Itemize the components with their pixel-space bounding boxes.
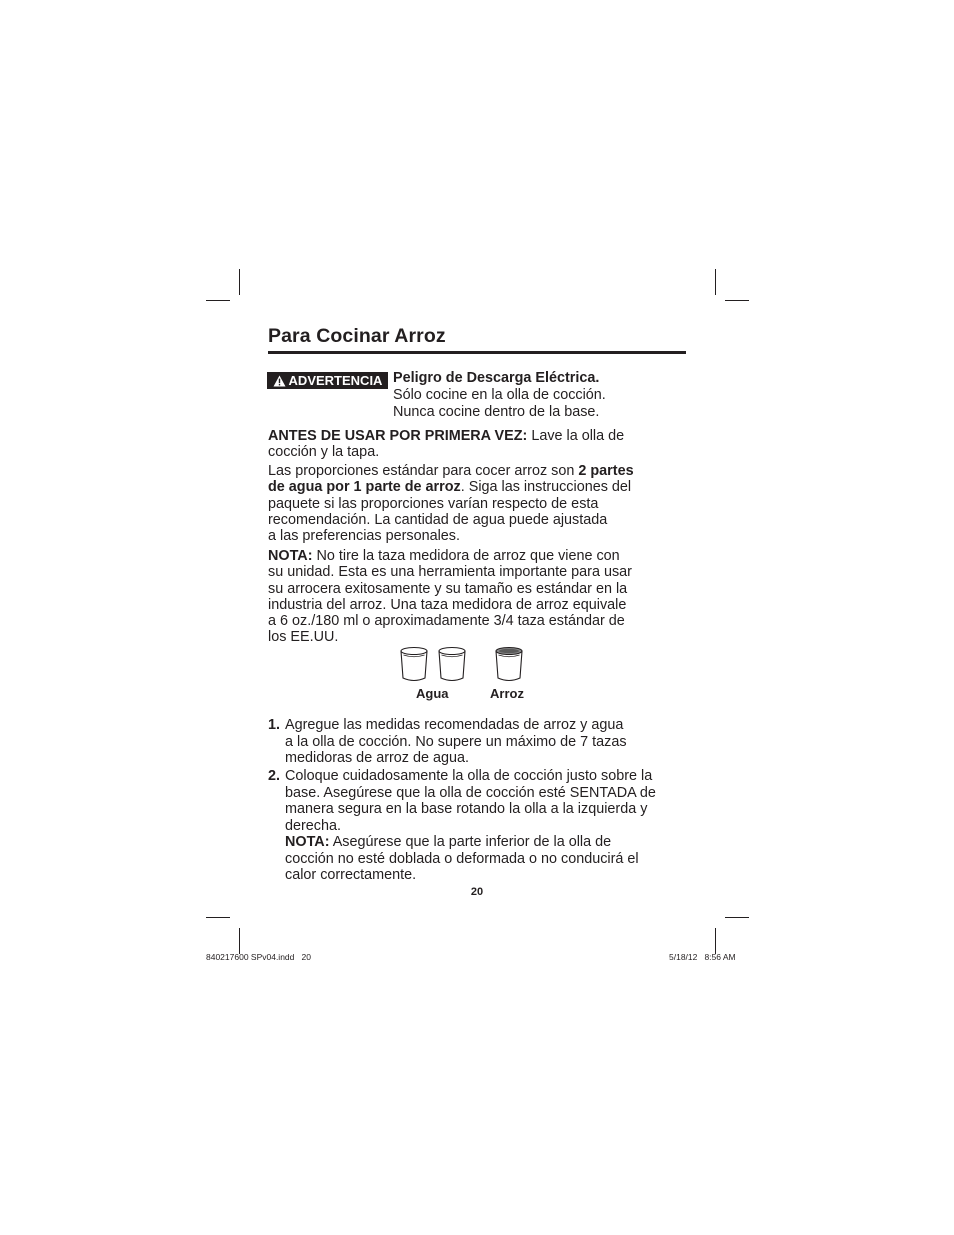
warning-badge-label: ADVERTENCIA: [288, 373, 383, 388]
first-use-label: ANTES DE USAR POR PRIMERA VEZ:: [268, 428, 528, 444]
step-note-text: calor correctamente.: [285, 867, 417, 883]
crop-mark: [715, 269, 716, 295]
proportions-text: . Siga las instrucciones del: [460, 479, 632, 496]
proportions-text: Las proporciones estándar para cocer arroz son: [268, 463, 579, 479]
warning-text: [393, 370, 606, 421]
step-text: Agregue las medidas recomendadas de arroz y agua: [285, 717, 624, 733]
measuring-cup-water-icon: [401, 648, 427, 681]
first-use-paragraph: [268, 428, 688, 461]
measuring-cup-water-icon: [439, 648, 465, 681]
proportions-emphasis: 2 partes: [578, 463, 634, 479]
warning-line: Nunca cocine dentro de la base.: [393, 404, 600, 420]
measuring-cup-rice-icon: [496, 648, 522, 681]
water-label: Agua: [416, 686, 449, 701]
warning-heading: Peligro de Descarga Eléctrica.: [393, 370, 600, 386]
proportions-text: recomendación. La cantidad de agua puede ajustada: [268, 511, 608, 528]
note-text: su unidad. Esta es una herramienta importante para usar: [268, 564, 632, 581]
note-label: NOTA:: [268, 548, 313, 564]
warning-badge: [267, 372, 388, 389]
first-use-text: cocción y la tapa.: [268, 444, 380, 461]
step-number: 2.: [268, 768, 281, 784]
note-paragraph: [268, 548, 688, 646]
first-use-text: Lave la olla de: [527, 428, 625, 444]
file-slug: 840217600 SPv04.indd 20: [206, 952, 311, 962]
step-1: [268, 717, 688, 767]
title-rule: [268, 351, 686, 354]
warning-triangle-icon: [273, 375, 286, 387]
page-number: 20: [470, 886, 484, 898]
proportions-text: paquete si las proporciones varían respecto de esta: [268, 495, 599, 512]
crop-mark: [239, 928, 240, 954]
crop-mark: [239, 269, 240, 295]
note-text: No tire la taza medidora de arroz que viene con: [312, 548, 620, 564]
proportions-emphasis: de agua por 1 parte de arroz: [268, 479, 461, 496]
crop-mark: [725, 300, 749, 301]
step-note-text: cocción no esté doblada o deformada o no conducirá el: [285, 850, 639, 867]
step-number: 1.: [268, 717, 281, 733]
step-text: medidoras de arroz de agua.: [285, 750, 469, 766]
crop-mark: [206, 917, 230, 918]
note-text: su arrocera exitosamente y su tamaño es estándar en la: [268, 580, 628, 597]
note-text: industria del arroz. Una taza medidora de arroz equivale: [268, 596, 627, 613]
step-text: manera segura en la base rotando la olla a la izquierda y: [285, 801, 648, 817]
proportions-paragraph: [268, 463, 688, 544]
warning-line: Sólo cocine en la olla de cocción.: [393, 387, 606, 403]
step-note-text: Asegúrese que la parte inferior de la olla de: [329, 834, 612, 850]
crop-mark: [725, 917, 749, 918]
step-text: base. Asegúrese que la olla de cocción esté SENTADA de: [285, 784, 656, 801]
crop-mark: [206, 300, 230, 301]
measuring-cups-figure: [398, 645, 538, 685]
step-text: Coloque cuidadosamente la olla de cocción justo sobre la: [285, 768, 653, 784]
date-slug: 5/18/12 8:56 AM: [669, 952, 736, 962]
crop-mark: [715, 928, 716, 954]
step-text: a la olla de cocción. No supere un máximo de 7 tazas: [285, 733, 627, 750]
note-text: los EE.UU.: [268, 629, 339, 646]
rice-label: Arroz: [490, 686, 524, 701]
step-text: derecha.: [285, 817, 342, 834]
proportions-text: a las preferencias personales.: [268, 528, 460, 545]
page-title: Para Cocinar Arroz: [268, 325, 446, 347]
step-2: [268, 768, 688, 884]
step-note-label: NOTA:: [285, 834, 330, 850]
note-text: a 6 oz./180 ml o aproximadamente 3/4 taza estándar de: [268, 613, 625, 630]
